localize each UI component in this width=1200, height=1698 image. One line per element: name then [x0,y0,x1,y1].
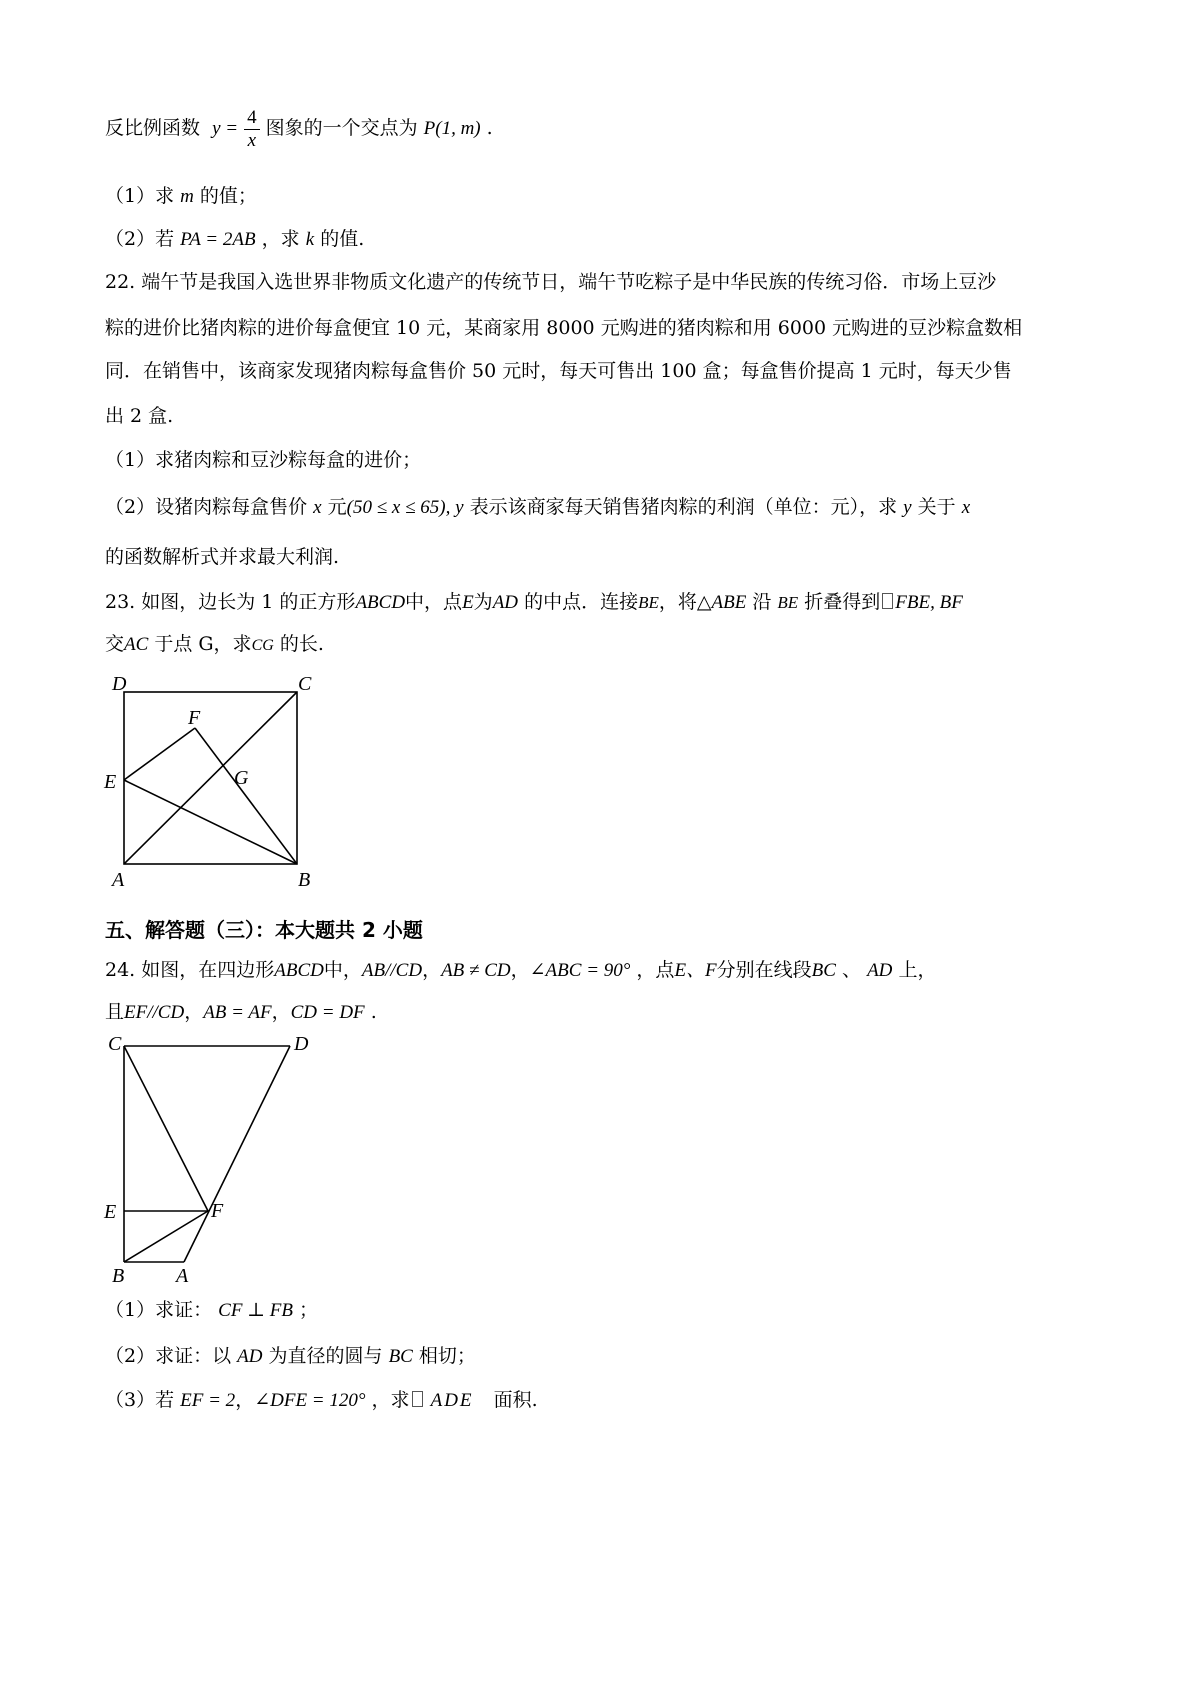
q23-cg: CG [251,637,274,654]
q24-l2-b: . [370,1001,377,1023]
q22-part2-range: (50 ≤ x ≤ 65), y [346,497,464,518]
q24-p3-c: 面积. [493,1389,538,1411]
segment-ef [124,728,195,780]
segment-ad [184,1046,290,1262]
q21-part1 [105,184,1105,209]
q24-p2-bc: BC [388,1346,413,1367]
q24-bc: BC [811,960,836,981]
segment-bf [124,1211,208,1262]
q24-ad: AD [867,960,893,981]
q24-p1-m: CF ⊥ FB [218,1300,293,1321]
q24-p2-b: 为直径的圆与 [268,1345,383,1367]
q21-part2-mid: ，求 [261,228,300,250]
q24-l1-d: 分别在线段 [716,959,812,981]
label-f: F [188,707,201,729]
q22-line-4: 出 2 盒. [105,405,174,427]
q22-line-2: 粽的进价比猪肉粽的进价每盒便宜 10 元，某商家用 8000 元购进的猪肉粽和用 6000 元购进的豆沙粽盒数相 [105,317,1023,339]
q24-p3-a: （3）若 [105,1389,175,1411]
segment-cf [124,1046,208,1211]
q24-p2-a: （2）求证：以 [105,1345,232,1367]
q21-fraction [244,107,260,152]
label-a: A [112,869,125,891]
q24-abcd: ABCD [274,960,324,981]
q22-part2-b: 元 [327,496,347,518]
q24-part1 [105,1298,1105,1323]
label-c: C [298,673,312,695]
label-b: B [112,1265,125,1287]
q23-l1-e: ，将△ [658,591,712,613]
q23-abcd: ABCD [355,592,406,613]
q24-l1-a: 24. 如图，在四边形 [105,959,275,981]
q23-square-figure [100,670,340,900]
q24-p2-ad: AD [237,1346,263,1367]
q24-l1-b: 中， [323,959,362,981]
q22-part2-c: 表示该商家每天销售猪肉粽的利润（单位：元），求 [469,496,898,518]
q23-ac: AC [124,634,149,655]
q22-line-3: 同．在销售中，该商家发现猪肉粽每盒售价 50 元时，每天可售出 100 盒；每盒售价提高 1 元时，每天少售 [105,360,1012,382]
label-b: B [298,869,311,891]
q21-part1-var: m [180,186,194,207]
q23-l2-b: 于点 G，求 [154,633,252,655]
label-e: E [104,771,117,793]
q23-abe: ABE [711,592,747,613]
q24-cond5: AB = AF [203,1002,272,1023]
q21-part2-var: PA = 2AB [180,229,256,250]
q24-cond1: AB//CD [361,960,423,981]
q24-cond2: AB ≠ CD [441,960,511,981]
q23-e: E [462,592,474,613]
q23-l1-a: 23. 如图，边长为 1 的正方形 [105,591,356,613]
q23-ad: AD [492,592,519,613]
label-f: F [211,1200,224,1222]
segment-eb [124,780,297,864]
section-5-heading: 五、解答题（三）：本大题共 2 小题 [105,918,423,942]
q24-l1-f: 上， [898,959,937,981]
label-d: D [112,673,127,695]
q21-part2-rest: 的值. [320,228,365,250]
q24-cond4: EF//CD [124,1002,185,1023]
q24-l1-e: 、 [842,959,862,981]
q21-prefix: 反比例函数 [105,117,201,139]
q23-be: BE [638,593,659,612]
q21-part2-var2: k [305,229,315,250]
q22-part2-a: （2）设猪肉粽每盒售价 [105,496,308,518]
q24-p3-ade: ADE [430,1390,474,1411]
q23-line-2 [105,632,1105,658]
q21-frac-num: 4 [244,107,260,130]
q21-part1-rest: 的值； [199,185,257,207]
q21-mid: 图象的一个交点为 [265,117,418,139]
q21-point: P(1, m) [423,118,481,139]
q24-sep4: ， [271,1001,291,1023]
label-e: E [104,1201,117,1223]
q23-l2-c: 的长. [279,633,324,655]
q22-line-1: 22. 端午节是我国入选世界非物质文化遗产的传统节日，端午节吃粽子是中华民族的传统习俗．市场上豆沙 [105,271,997,293]
q21-frac-den: x [247,129,257,151]
q24-part3 [105,1388,1105,1413]
q24-p1-b: ； [299,1299,319,1321]
q21-part1-label: （1）求 [105,185,175,207]
q21-function-line [105,103,1105,153]
q24-quadrilateral-figure [100,1030,340,1290]
q21-part2 [105,227,1105,252]
q23-fbe: FBE, BF [895,592,963,613]
q23-l1-g: 折叠得到 [804,591,881,613]
q22-part2 [105,495,1105,520]
q24-line-1 [105,958,1105,983]
q24-p2-c: 相切； [418,1345,476,1367]
q24-p1-a: （1）求证： [105,1299,213,1321]
q23-l1-c: 为 [473,591,493,613]
q24-ef: E、F [674,960,717,981]
q23-line-1 [105,590,1105,615]
q22-part2-line2: 的函数解析式并求最大利润. [105,546,340,568]
q22-part2-y: y [903,497,912,518]
q21-y-eq: y = [212,118,239,139]
q24-cond6: CD = DF [290,1002,365,1023]
q24-line-2 [105,1000,1105,1025]
q21-part2-label: （2）若 [105,228,175,250]
q22-part2-x2: x [961,497,971,518]
q24-l2-a: 且 [105,1001,125,1023]
q22-part2-x: x [313,497,322,518]
q24-p3-m1: EF = 2 [180,1390,236,1411]
q23-be2: BE [777,593,799,612]
label-d: D [294,1033,309,1055]
q24-sep1: ， [422,959,442,981]
label-c: C [108,1033,122,1055]
q22-part2-d: 关于 [917,496,956,518]
label-a: A [176,1265,189,1287]
q21-end: . [486,117,493,139]
q24-sep3: ， [184,1001,204,1023]
q24-p3-m2: ∠DFE = 120° [254,1390,366,1411]
label-g: G [234,767,249,789]
q24-sep2: ， [510,959,530,981]
q24-p3-b: ，求 [371,1389,410,1411]
q24-l1-c: ，点 [636,959,675,981]
q22-part1: （1）求猪肉粽和豆沙粽每盒的进价； [105,449,422,471]
q24-p3-sep: ， [235,1389,255,1411]
q23-l2-a: 交 [105,633,125,655]
missing-glyph-icon [412,1391,423,1407]
q24-cond3: ∠ABC = 90° [529,960,631,981]
q23-l1-f: 沿 [752,591,772,613]
diagonal-ac [124,692,297,864]
q23-l1-d: 的中点．连接 [524,591,639,613]
q23-l1-b: 中，点 [405,591,463,613]
segment-fb [195,728,297,864]
missing-glyph-icon [882,593,893,609]
q24-part2 [105,1344,1105,1369]
